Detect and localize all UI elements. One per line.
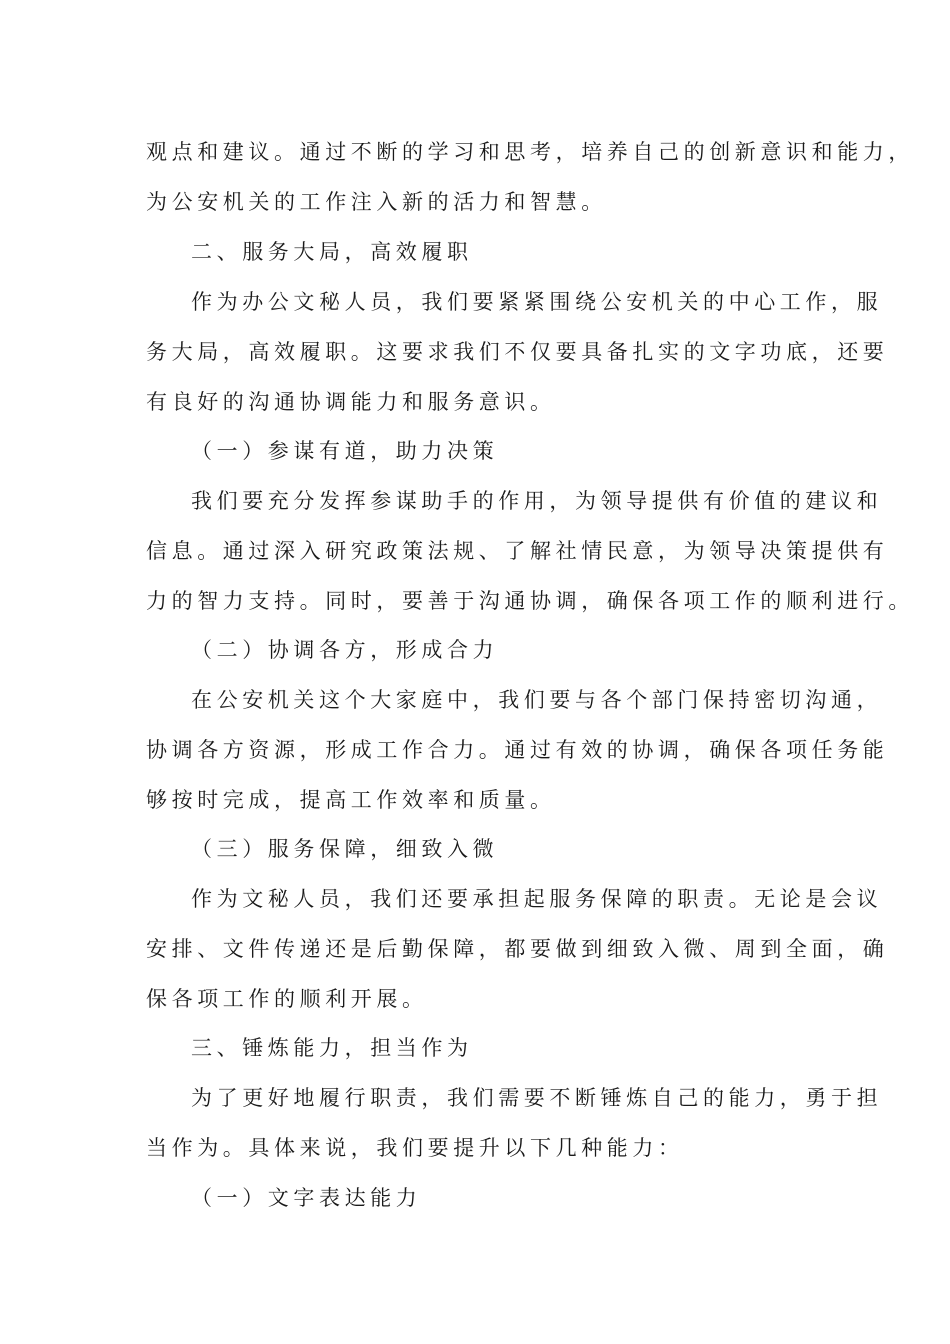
paragraph-line: 信息。通过深入研究政策法规、了解社情民意，为领导决策提供有: [146, 539, 889, 563]
section-heading: 二、服务大局，高效履职: [191, 240, 473, 264]
paragraph-line: 够按时完成，提高工作效率和质量。: [146, 788, 556, 812]
subsection-heading: （一）文字表达能力: [191, 1186, 422, 1210]
paragraph-line: 当作为。具体来说，我们要提升以下几种能力：: [146, 1136, 684, 1160]
paragraph-line: 保各项工作的顺利开展。: [146, 987, 428, 1011]
paragraph-line: 安排、文件传递还是后勤保障，都要做到细致入微、周到全面，确: [146, 937, 889, 961]
paragraph-line: 观点和建议。通过不断的学习和思考，培养自己的创新意识和能力，: [146, 140, 914, 164]
paragraph-line: 有良好的沟通协调能力和服务意识。: [146, 390, 556, 414]
paragraph-line: 为公安机关的工作注入新的活力和智慧。: [146, 190, 607, 214]
paragraph-line: 作为文秘人员，我们还要承担起服务保障的职责。无论是会议: [191, 887, 883, 911]
paragraph-line: 为了更好地履行职责，我们需要不断锤炼自己的能力，勇于担: [191, 1086, 883, 1110]
paragraph-line: 作为办公文秘人员，我们要紧紧围绕公安机关的中心工作，服: [191, 290, 883, 314]
subsection-heading: （一）参谋有道，助力决策: [191, 439, 499, 463]
subsection-heading: （二）协调各方，形成合力: [191, 638, 499, 662]
paragraph-line: 在公安机关这个大家庭中，我们要与各个部门保持密切沟通，: [191, 688, 883, 712]
subsection-heading: （三）服务保障，细致入微: [191, 837, 499, 861]
section-heading: 三、锤炼能力，担当作为: [191, 1036, 473, 1060]
paragraph-line: 力的智力支持。同时，要善于沟通协调，确保各项工作的顺利进行。: [146, 589, 914, 613]
paragraph-line: 我们要充分发挥参谋助手的作用，为领导提供有价值的建议和: [191, 489, 883, 513]
paragraph-line: 务大局，高效履职。这要求我们不仅要具备扎实的文字功底，还要: [146, 340, 889, 364]
paragraph-line: 协调各方资源，形成工作合力。通过有效的协调，确保各项任务能: [146, 738, 889, 762]
